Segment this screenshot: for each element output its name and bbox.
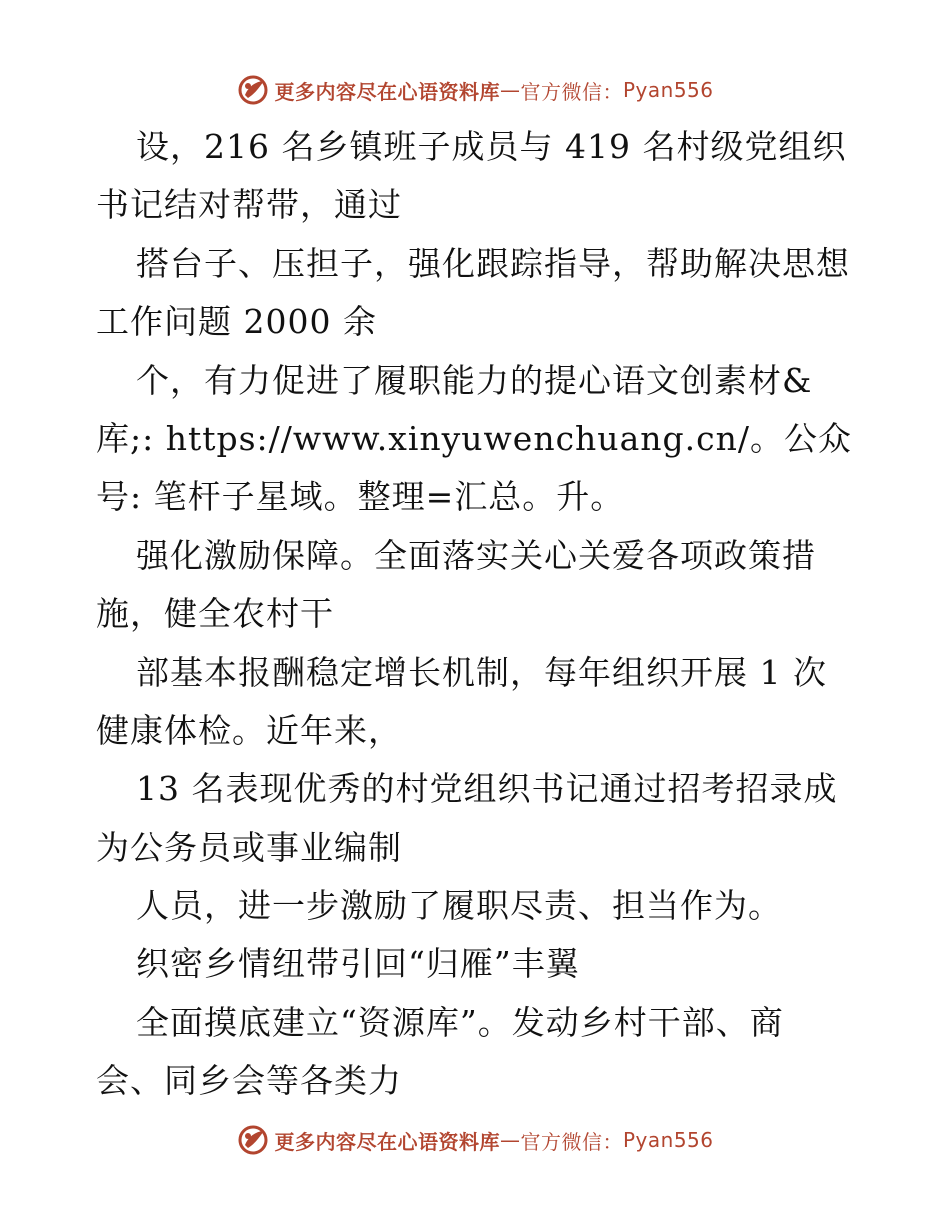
text-line: 库;: https://www.xinyuwenchuang.cn/。公众 — [96, 418, 852, 458]
text-line: 为公务员或事业编制 — [96, 827, 402, 867]
text-line: 全面摸底建立“资源库”。发动乡村干部、商 — [136, 1002, 784, 1042]
text-line: 工作问题 2000 余 — [96, 302, 377, 342]
header-watermark-banner — [0, 70, 950, 110]
banner-wechat-label: 官方微信： — [520, 1129, 623, 1154]
text-line: 健康体检。近年来， — [96, 710, 402, 750]
text-line: 号: 笔杆子星域。整理=汇总。升。 — [96, 477, 625, 517]
text-line: 个，有力促进了履职能力的提心语文创素材& — [136, 360, 813, 400]
banner-wechat-account: Pyan556 — [622, 78, 714, 102]
banner-separator: — — [499, 1128, 521, 1152]
text-line: 强化激励保障。全面落实关心关爱各项政策措 — [136, 535, 816, 575]
text-line: 施，健全农村干 — [96, 594, 334, 634]
text-line: 会、同乡会等各类力 — [96, 1061, 402, 1101]
leaf-swirl-logo-icon — [236, 1123, 270, 1157]
text-line: 13 名表现优秀的村党组织书记通过招考招录成 — [136, 769, 838, 809]
text-line: 部基本报酬稳定增长机制，每年组织开展 1 次 — [136, 652, 827, 692]
banner-brand-text: 更多内容尽在心语资料库 — [274, 79, 500, 104]
text-line: 设，216 名乡镇班子成员与 419 名村级党组织 — [136, 127, 847, 166]
banner-wechat-account: Pyan556 — [622, 1128, 714, 1152]
banner-separator: — — [499, 78, 521, 102]
text-line: 搭台子、压担子，强化跟踪指导，帮助解决思想 — [136, 243, 850, 283]
banner-brand-text: 更多内容尽在心语资料库 — [274, 1129, 500, 1154]
banner-wechat-label: 官方微信： — [520, 79, 623, 104]
leaf-swirl-logo-icon — [236, 73, 270, 107]
text-line: 织密乡情纽带引回“归雁”丰翼 — [136, 944, 580, 984]
document-body — [96, 118, 916, 1111]
footer-watermark-banner — [0, 1120, 950, 1160]
text-line: 人员，进一步激励了履职尽责、担当作为。 — [136, 886, 782, 926]
text-line: 书记结对帮带，通过 — [96, 185, 402, 225]
